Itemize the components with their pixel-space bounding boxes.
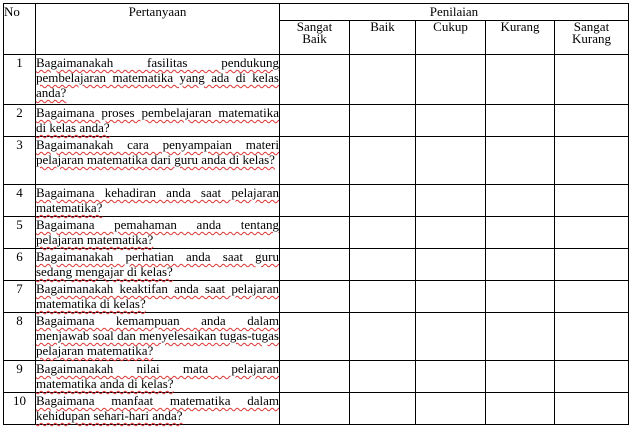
table-row — [4, 281, 629, 313]
rating-cell[interactable] — [555, 249, 629, 281]
rating-cell[interactable] — [486, 393, 555, 425]
rating-cell[interactable] — [416, 361, 486, 393]
rating-cell[interactable] — [555, 217, 629, 249]
rating-cell[interactable] — [350, 361, 416, 393]
rating-cell[interactable] — [416, 105, 486, 137]
header-option: Sangat Baik — [280, 21, 350, 55]
rating-cell[interactable] — [486, 55, 555, 105]
rating-cell[interactable] — [350, 249, 416, 281]
header-question: Pertanyaan — [36, 4, 280, 55]
question-text: Bagaimana kehadiran anda saat pelajaran matematika? — [36, 185, 279, 215]
header-rating-group: Penilaian — [280, 4, 629, 21]
question-text: Bagaimanakah nilai mata pelajaran matematika anda di kelas? — [36, 361, 279, 391]
rating-cell[interactable] — [486, 217, 555, 249]
row-number: 8 — [4, 313, 36, 361]
rating-cell[interactable] — [350, 137, 416, 185]
rating-cell[interactable] — [280, 217, 350, 249]
row-number: 5 — [4, 217, 36, 249]
row-number: 7 — [4, 281, 36, 313]
row-number: 1 — [4, 55, 36, 105]
rating-cell[interactable] — [416, 55, 486, 105]
question-cell — [36, 281, 280, 313]
question-text: Bagaimanakah perhatian anda saat guru sedang mengajar di kelas? — [36, 249, 279, 279]
rating-cell[interactable] — [486, 313, 555, 361]
header-no: No — [4, 4, 36, 55]
rating-cell[interactable] — [350, 281, 416, 313]
rating-cell[interactable] — [350, 105, 416, 137]
question-text: Bagaimana proses pembelajaran matematika di kelas anda? — [36, 105, 279, 135]
table-row — [4, 137, 629, 185]
rating-cell[interactable] — [486, 137, 555, 185]
rating-cell[interactable] — [486, 105, 555, 137]
header-option: Baik — [350, 21, 416, 55]
question-cell — [36, 249, 280, 281]
rating-cell[interactable] — [416, 393, 486, 425]
rating-cell[interactable] — [280, 281, 350, 313]
table-row — [4, 313, 629, 361]
rating-cell[interactable] — [280, 55, 350, 105]
rating-cell[interactable] — [555, 105, 629, 137]
rating-cell[interactable] — [555, 393, 629, 425]
survey-table — [3, 3, 629, 425]
rating-cell[interactable] — [416, 217, 486, 249]
rating-cell[interactable] — [350, 393, 416, 425]
rating-cell[interactable] — [280, 105, 350, 137]
rating-cell[interactable] — [416, 249, 486, 281]
rating-cell[interactable] — [486, 185, 555, 217]
table-row — [4, 217, 629, 249]
header-option: Sangat Kurang — [555, 21, 629, 55]
rating-cell[interactable] — [350, 217, 416, 249]
rating-cell[interactable] — [350, 313, 416, 361]
row-number: 6 — [4, 249, 36, 281]
question-text: Bagaimana kemampuan anda dalam menjawab soal dan menyelesaikan tugas-tugas pelajaran matematika? — [36, 313, 279, 358]
rating-cell[interactable] — [416, 281, 486, 313]
question-cell — [36, 361, 280, 393]
table-row — [4, 105, 629, 137]
rating-cell[interactable] — [486, 249, 555, 281]
question-text: Bagaimanakah cara penyampaian materi pelajaran matematika dari guru anda di kelas? — [36, 137, 279, 167]
rating-cell[interactable] — [555, 313, 629, 361]
table-row — [4, 249, 629, 281]
rating-cell[interactable] — [555, 55, 629, 105]
rating-cell[interactable] — [280, 249, 350, 281]
rating-cell[interactable] — [350, 185, 416, 217]
table-row — [4, 55, 629, 105]
question-text: Bagaimana manfaat matematika dalam kehidupan sehari-hari anda? — [36, 393, 279, 423]
header-option: Kurang — [486, 21, 555, 55]
rating-cell[interactable] — [555, 361, 629, 393]
rating-cell[interactable] — [280, 393, 350, 425]
question-cell — [36, 393, 280, 425]
rating-cell[interactable] — [350, 55, 416, 105]
rating-cell[interactable] — [555, 185, 629, 217]
row-number: 9 — [4, 361, 36, 393]
rating-cell[interactable] — [486, 281, 555, 313]
rating-cell[interactable] — [280, 313, 350, 361]
table-row — [4, 361, 629, 393]
question-cell — [36, 105, 280, 137]
question-cell — [36, 137, 280, 185]
question-cell — [36, 55, 280, 105]
question-cell — [36, 313, 280, 361]
rating-cell[interactable] — [486, 361, 555, 393]
header-option: Cukup — [416, 21, 486, 55]
table-row — [4, 185, 629, 217]
rating-cell[interactable] — [555, 137, 629, 185]
rating-cell[interactable] — [280, 137, 350, 185]
row-number: 4 — [4, 185, 36, 217]
question-cell — [36, 217, 280, 249]
rating-cell[interactable] — [416, 185, 486, 217]
row-number: 10 — [4, 393, 36, 425]
question-text: Bagaimanakah keaktifan anda saat pelajaran matematika di kelas? — [36, 281, 279, 311]
row-number: 3 — [4, 137, 36, 185]
row-number: 2 — [4, 105, 36, 137]
rating-cell[interactable] — [280, 361, 350, 393]
rating-cell[interactable] — [555, 281, 629, 313]
question-text: Bagaimana pemahaman anda tentang pelajaran matematika? — [36, 217, 279, 247]
question-text: Bagaimanakah fasilitas pendukung pembelajaran matematika yang ada di kelas anda? — [36, 55, 279, 100]
rating-cell[interactable] — [280, 185, 350, 217]
table-row — [4, 393, 629, 425]
rating-cell[interactable] — [416, 313, 486, 361]
question-cell — [36, 185, 280, 217]
rating-cell[interactable] — [416, 137, 486, 185]
